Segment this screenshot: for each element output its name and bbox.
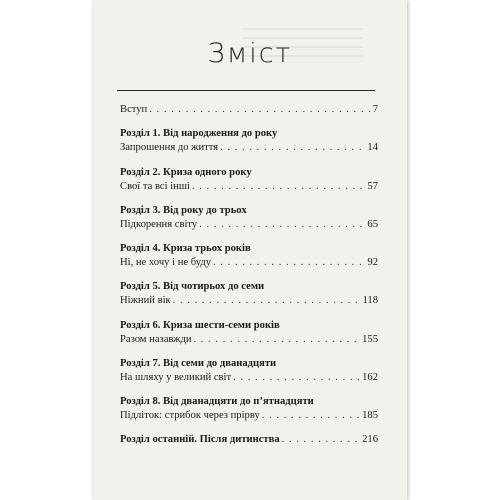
- toc-entry-text: Запрошення до життя: [120, 142, 219, 153]
- toc-entry-intro: [120, 102, 378, 117]
- leader-dots: [262, 408, 360, 423]
- leader-dots: [173, 293, 361, 308]
- chapter-heading-1: [120, 126, 378, 141]
- toc-entry-2: [120, 179, 378, 194]
- page-number: 14: [367, 142, 378, 153]
- toc-entry-text: Разом назавжди: [120, 334, 192, 345]
- chapter-heading-6: [120, 318, 378, 333]
- chapter-heading-2: [120, 165, 378, 180]
- leader-dots: [220, 140, 365, 155]
- toc-entry-text: Вступ: [120, 104, 148, 115]
- page-number: 155: [362, 334, 378, 345]
- chapter-title: Розділ 1. Від народження до року: [120, 128, 278, 139]
- toc-entry-6: [120, 332, 378, 347]
- toc-entry-5: [120, 293, 378, 308]
- title-rule: [117, 90, 375, 91]
- chapter-heading-8: [120, 394, 378, 409]
- toc-entry-1: [120, 140, 378, 155]
- page-number: 185: [362, 410, 378, 421]
- leader-dots: [149, 102, 370, 117]
- page-number: 162: [362, 372, 378, 383]
- toc-entry-4: [120, 255, 378, 270]
- page-number: 216: [362, 434, 378, 445]
- leader-dots: [233, 370, 360, 385]
- leader-dots: [192, 179, 365, 194]
- page-title: Зміст: [207, 38, 293, 69]
- toc-entry-text: Розділ останній. Після дитинства: [120, 434, 280, 445]
- toc-entry-text: На шляху у великий світ: [120, 372, 232, 383]
- chapter-title: Розділ 8. Від дванадцяти до п’ятнадцяти: [120, 396, 314, 407]
- chapter-title: Розділ 7. Від семи до дванадцяти: [120, 358, 277, 369]
- page-number: 7: [372, 104, 378, 115]
- chapter-title: Розділ 2. Криза одного року: [120, 167, 252, 178]
- toc-entry-text: Ні, не хочу і не буду: [120, 257, 212, 268]
- toc-entry-text: Підкорення світу: [120, 219, 198, 230]
- toc-entry-text: Підліток: стрибок через прірву: [120, 410, 260, 421]
- chapter-title: Розділ 4. Криза трьох років: [120, 243, 251, 254]
- page-number: 118: [362, 295, 378, 306]
- page-number: 92: [367, 257, 378, 268]
- toc-entry-final: [120, 432, 378, 447]
- page-number: 65: [367, 219, 378, 230]
- chapter-title: Розділ 6. Криза шести-семи років: [120, 320, 280, 331]
- chapter-heading-5: [120, 279, 378, 294]
- toc-entry-text: Ніжний вік: [120, 295, 171, 306]
- leader-dots: [213, 255, 365, 270]
- toc-entry-3: [120, 217, 378, 232]
- leader-dots: [282, 432, 360, 447]
- chapter-heading-3: [120, 203, 378, 218]
- leader-dots: [194, 332, 361, 347]
- chapter-title: Розділ 5. Від чотирьох до семи: [120, 281, 265, 292]
- leader-dots: [199, 217, 365, 232]
- chapter-heading-7: [120, 356, 378, 371]
- chapter-title: Розділ 3. Від року до трьох: [120, 205, 247, 216]
- toc-entry-text: Свої та всі інші: [120, 181, 190, 192]
- toc-entry-8: [120, 408, 378, 423]
- chapter-heading-4: [120, 241, 378, 256]
- toc-entry-7: [120, 370, 378, 385]
- book-page: [93, 0, 407, 500]
- page-number: 57: [367, 181, 378, 192]
